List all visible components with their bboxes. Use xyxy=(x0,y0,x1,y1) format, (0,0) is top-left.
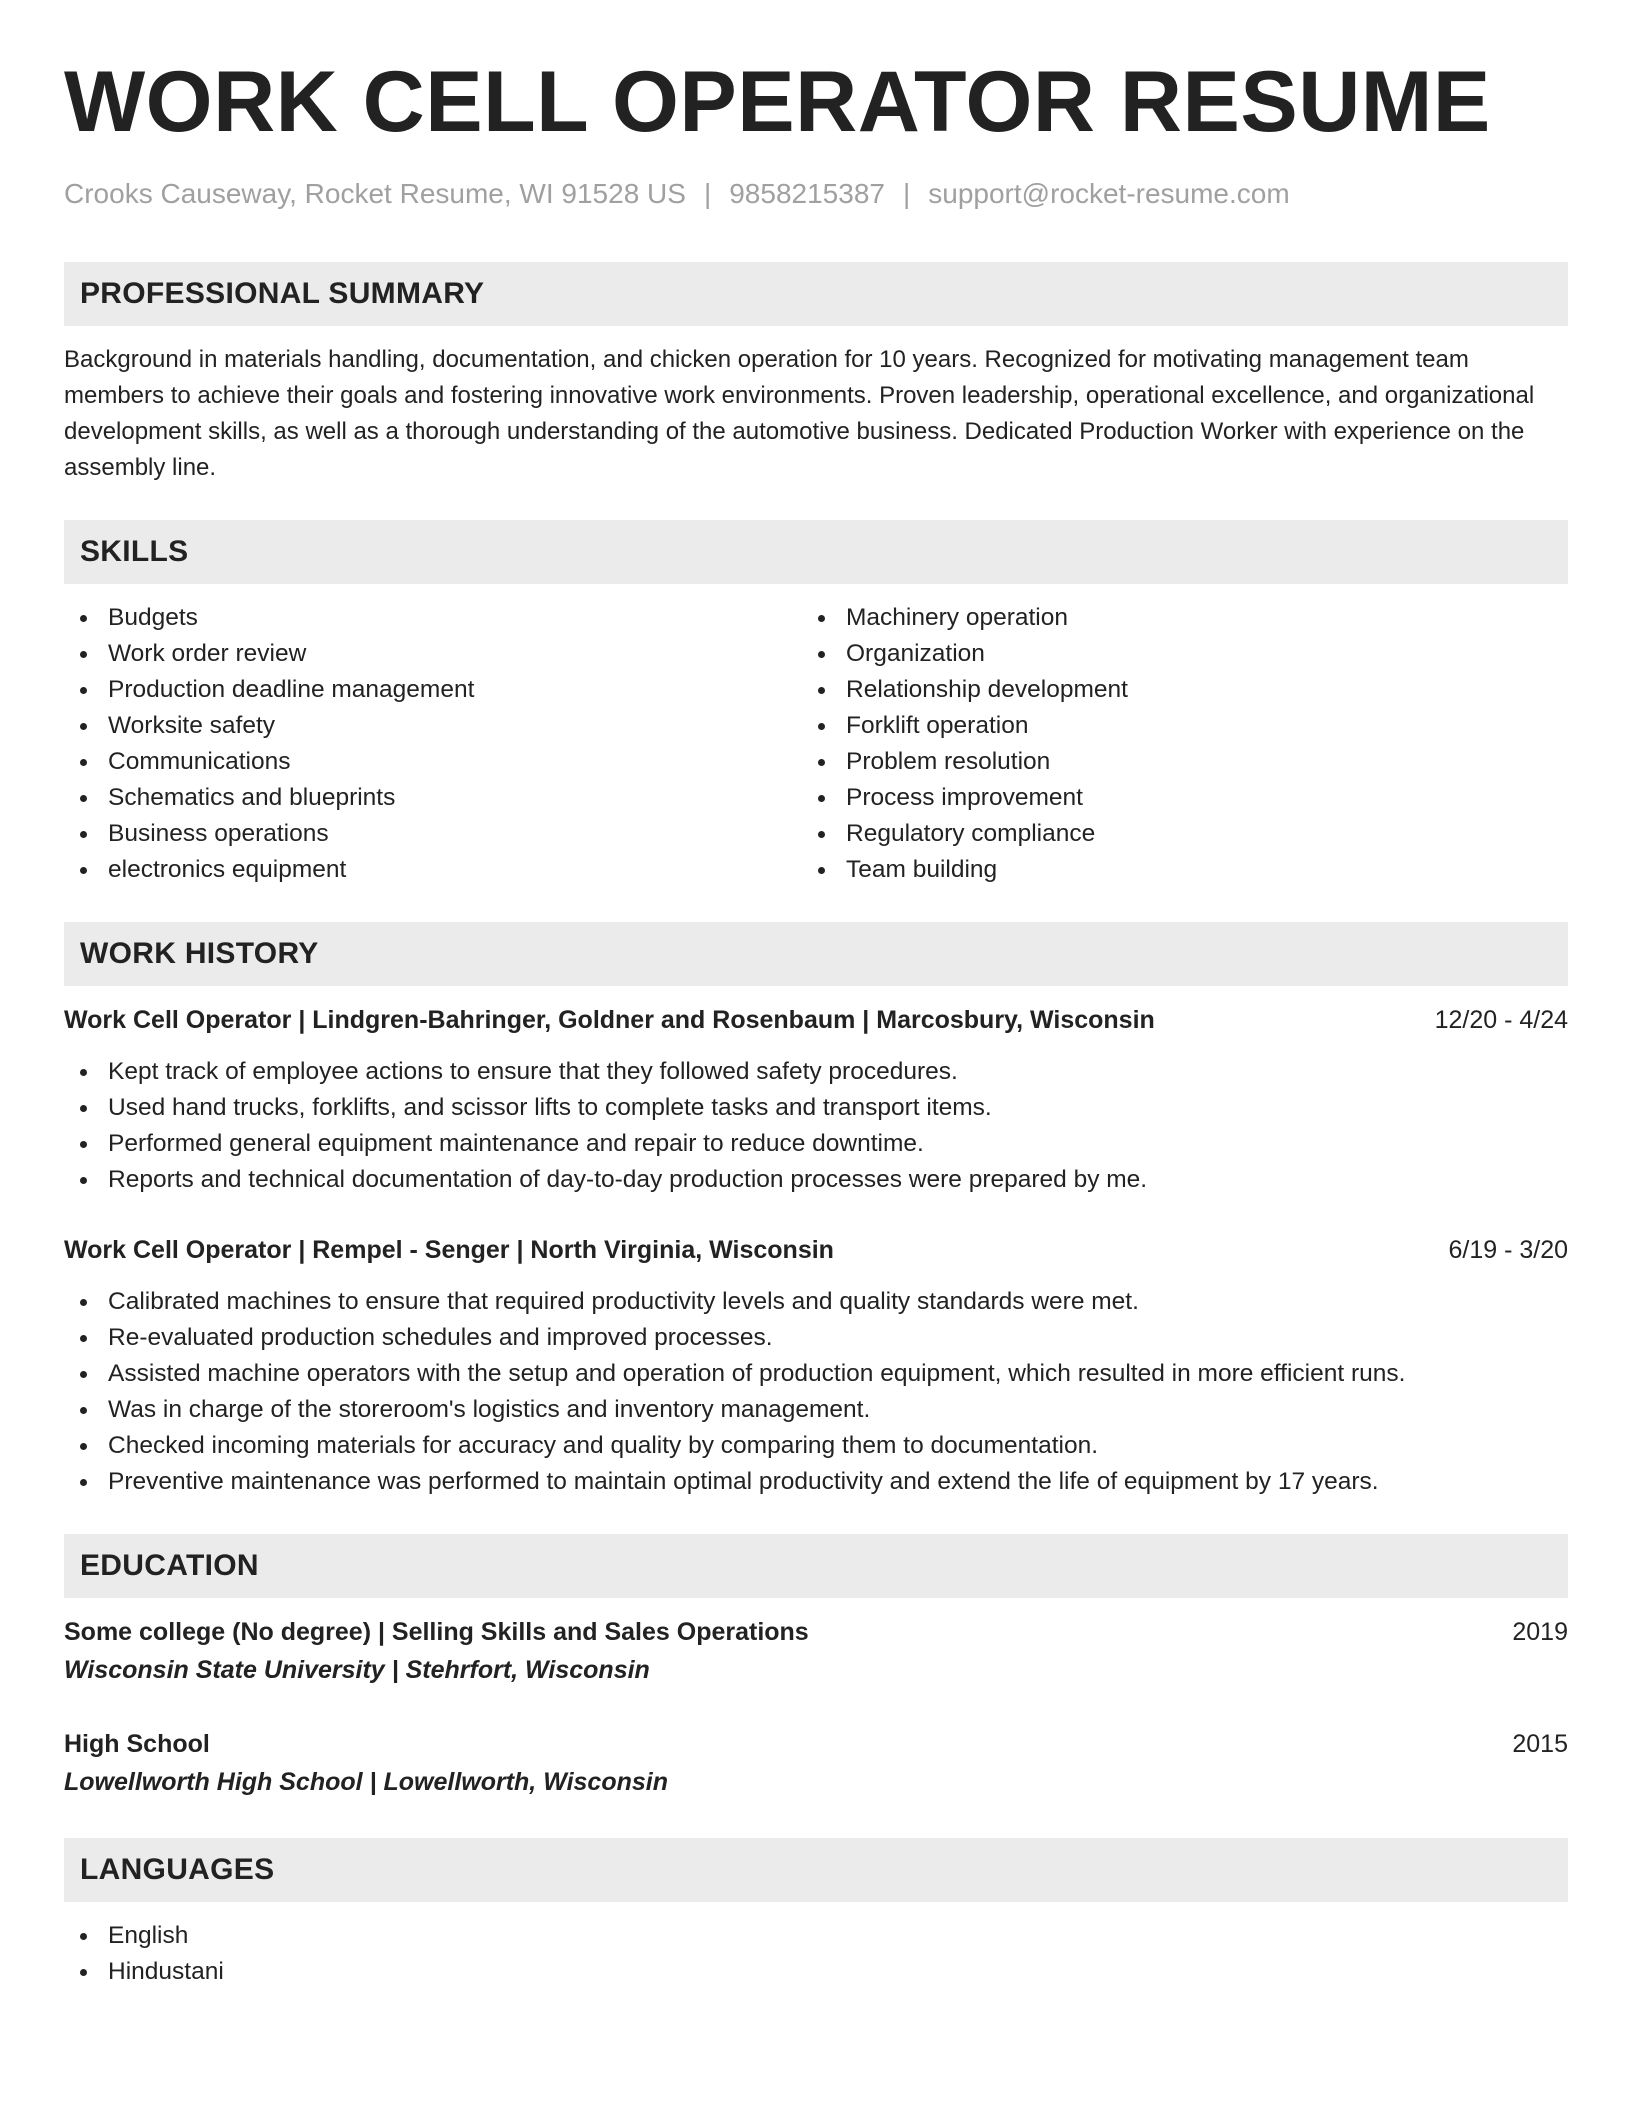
job-duty: Re-evaluated production schedules and improved processes. xyxy=(64,1320,1568,1356)
skill-item: Relationship development xyxy=(802,672,1540,708)
skill-item: Organization xyxy=(802,636,1540,672)
job-dates: 12/20 - 4/24 xyxy=(1434,1006,1568,1034)
skill-item: Machinery operation xyxy=(802,600,1540,636)
skills-columns xyxy=(64,600,1568,888)
contact-email: support@rocket-resume.com xyxy=(928,178,1290,209)
job-entry xyxy=(64,1002,1568,1198)
education-heading: EDUCATION xyxy=(64,1534,1568,1598)
job-dates: 6/19 - 3/20 xyxy=(1448,1236,1568,1264)
job-duty: Kept track of employee actions to ensure that they followed safety procedures. xyxy=(64,1054,1568,1090)
education-school: Lowellworth High School | Lowellworth, Wisconsin xyxy=(64,1768,668,1796)
skill-item: Team building xyxy=(802,852,1540,888)
skill-item: Communications xyxy=(64,744,802,780)
skill-item: Worksite safety xyxy=(64,708,802,744)
contact-line xyxy=(64,176,1568,212)
job-duty: Preventive maintenance was performed to maintain optimal productivity and extend the life of equipment by 17 years. xyxy=(64,1464,1568,1500)
education-school: Wisconsin State University | Stehrfort, Wisconsin xyxy=(64,1656,650,1684)
education-year: 2015 xyxy=(1512,1730,1568,1758)
skills-heading: SKILLS xyxy=(64,520,1568,584)
languages-list xyxy=(64,1918,1568,1990)
education-entry xyxy=(64,1614,1568,1690)
skills-list-left xyxy=(64,600,802,888)
job-header xyxy=(64,1002,1568,1038)
job-header xyxy=(64,1232,1568,1268)
job-duty: Assisted machine operators with the setup and operation of production equipment, which resulted in more efficient runs. xyxy=(64,1356,1568,1392)
job-duty: Calibrated machines to ensure that required productivity levels and quality standards were met. xyxy=(64,1284,1568,1320)
education-section xyxy=(64,1534,1568,1802)
job-role: Work Cell Operator | Lindgren-Bahringer, Goldner and Rosenbaum | Marcosbury, Wisconsin xyxy=(64,1006,1155,1034)
job-duty: Performed general equipment maintenance and repair to reduce downtime. xyxy=(64,1126,1568,1162)
summary-section xyxy=(64,262,1568,486)
contact-separator: | xyxy=(902,178,911,209)
language-item: Hindustani xyxy=(64,1954,1568,1990)
job-duties xyxy=(64,1054,1568,1198)
contact-phone: 9858215387 xyxy=(729,178,885,209)
work-history-section xyxy=(64,922,1568,1500)
job-role: Work Cell Operator | Rempel - Senger | North Virginia, Wisconsin xyxy=(64,1236,834,1264)
contact-separator: | xyxy=(703,178,712,209)
skill-item: Production deadline management xyxy=(64,672,802,708)
summary-text: Background in materials handling, documentation, and chicken operation for 10 years. Recognized for motivating management team members to achieve their goals and fostering innovative work environments. Proven leadership, operational excellence, and organizational development skills, as well as a thorough understanding of the automotive business. Dedicated Production Worker with experience on the assembly line. xyxy=(64,346,1535,481)
skill-item: electronics equipment xyxy=(64,852,802,888)
skill-item: Work order review xyxy=(64,636,802,672)
job-duty: Was in charge of the storeroom's logistics and inventory management. xyxy=(64,1392,1568,1428)
languages-section xyxy=(64,1838,1568,1990)
job-entry xyxy=(64,1232,1568,1500)
skill-item: Budgets xyxy=(64,600,802,636)
education-year: 2019 xyxy=(1512,1618,1568,1646)
job-duty: Checked incoming materials for accuracy and quality by comparing them to documentation. xyxy=(64,1428,1568,1464)
education-entry xyxy=(64,1726,1568,1802)
skill-item: Forklift operation xyxy=(802,708,1540,744)
contact-address: Crooks Causeway, Rocket Resume, WI 91528 US xyxy=(64,178,686,209)
skill-item: Business operations xyxy=(64,816,802,852)
skill-item: Regulatory compliance xyxy=(802,816,1540,852)
language-item: English xyxy=(64,1918,1568,1954)
job-duties xyxy=(64,1284,1568,1500)
education-degree: High School xyxy=(64,1730,210,1758)
skill-item: Problem resolution xyxy=(802,744,1540,780)
summary-heading: PROFESSIONAL SUMMARY xyxy=(64,262,1568,326)
skills-list-right xyxy=(802,600,1540,888)
skill-item: Process improvement xyxy=(802,780,1540,816)
education-degree: Some college (No degree) | Selling Skills and Sales Operations xyxy=(64,1618,809,1646)
education-header xyxy=(64,1726,1568,1762)
job-duty: Used hand trucks, forklifts, and scissor lifts to complete tasks and transport items. xyxy=(64,1090,1568,1126)
resume-title: WORK CELL OPERATOR RESUME xyxy=(64,54,1491,150)
work-history-heading: WORK HISTORY xyxy=(64,922,1568,986)
languages-heading: LANGUAGES xyxy=(64,1838,1568,1902)
job-duty: Reports and technical documentation of day-to-day production processes were prepared by me. xyxy=(64,1162,1568,1198)
education-header xyxy=(64,1614,1568,1650)
skill-item: Schematics and blueprints xyxy=(64,780,802,816)
skills-section xyxy=(64,520,1568,888)
